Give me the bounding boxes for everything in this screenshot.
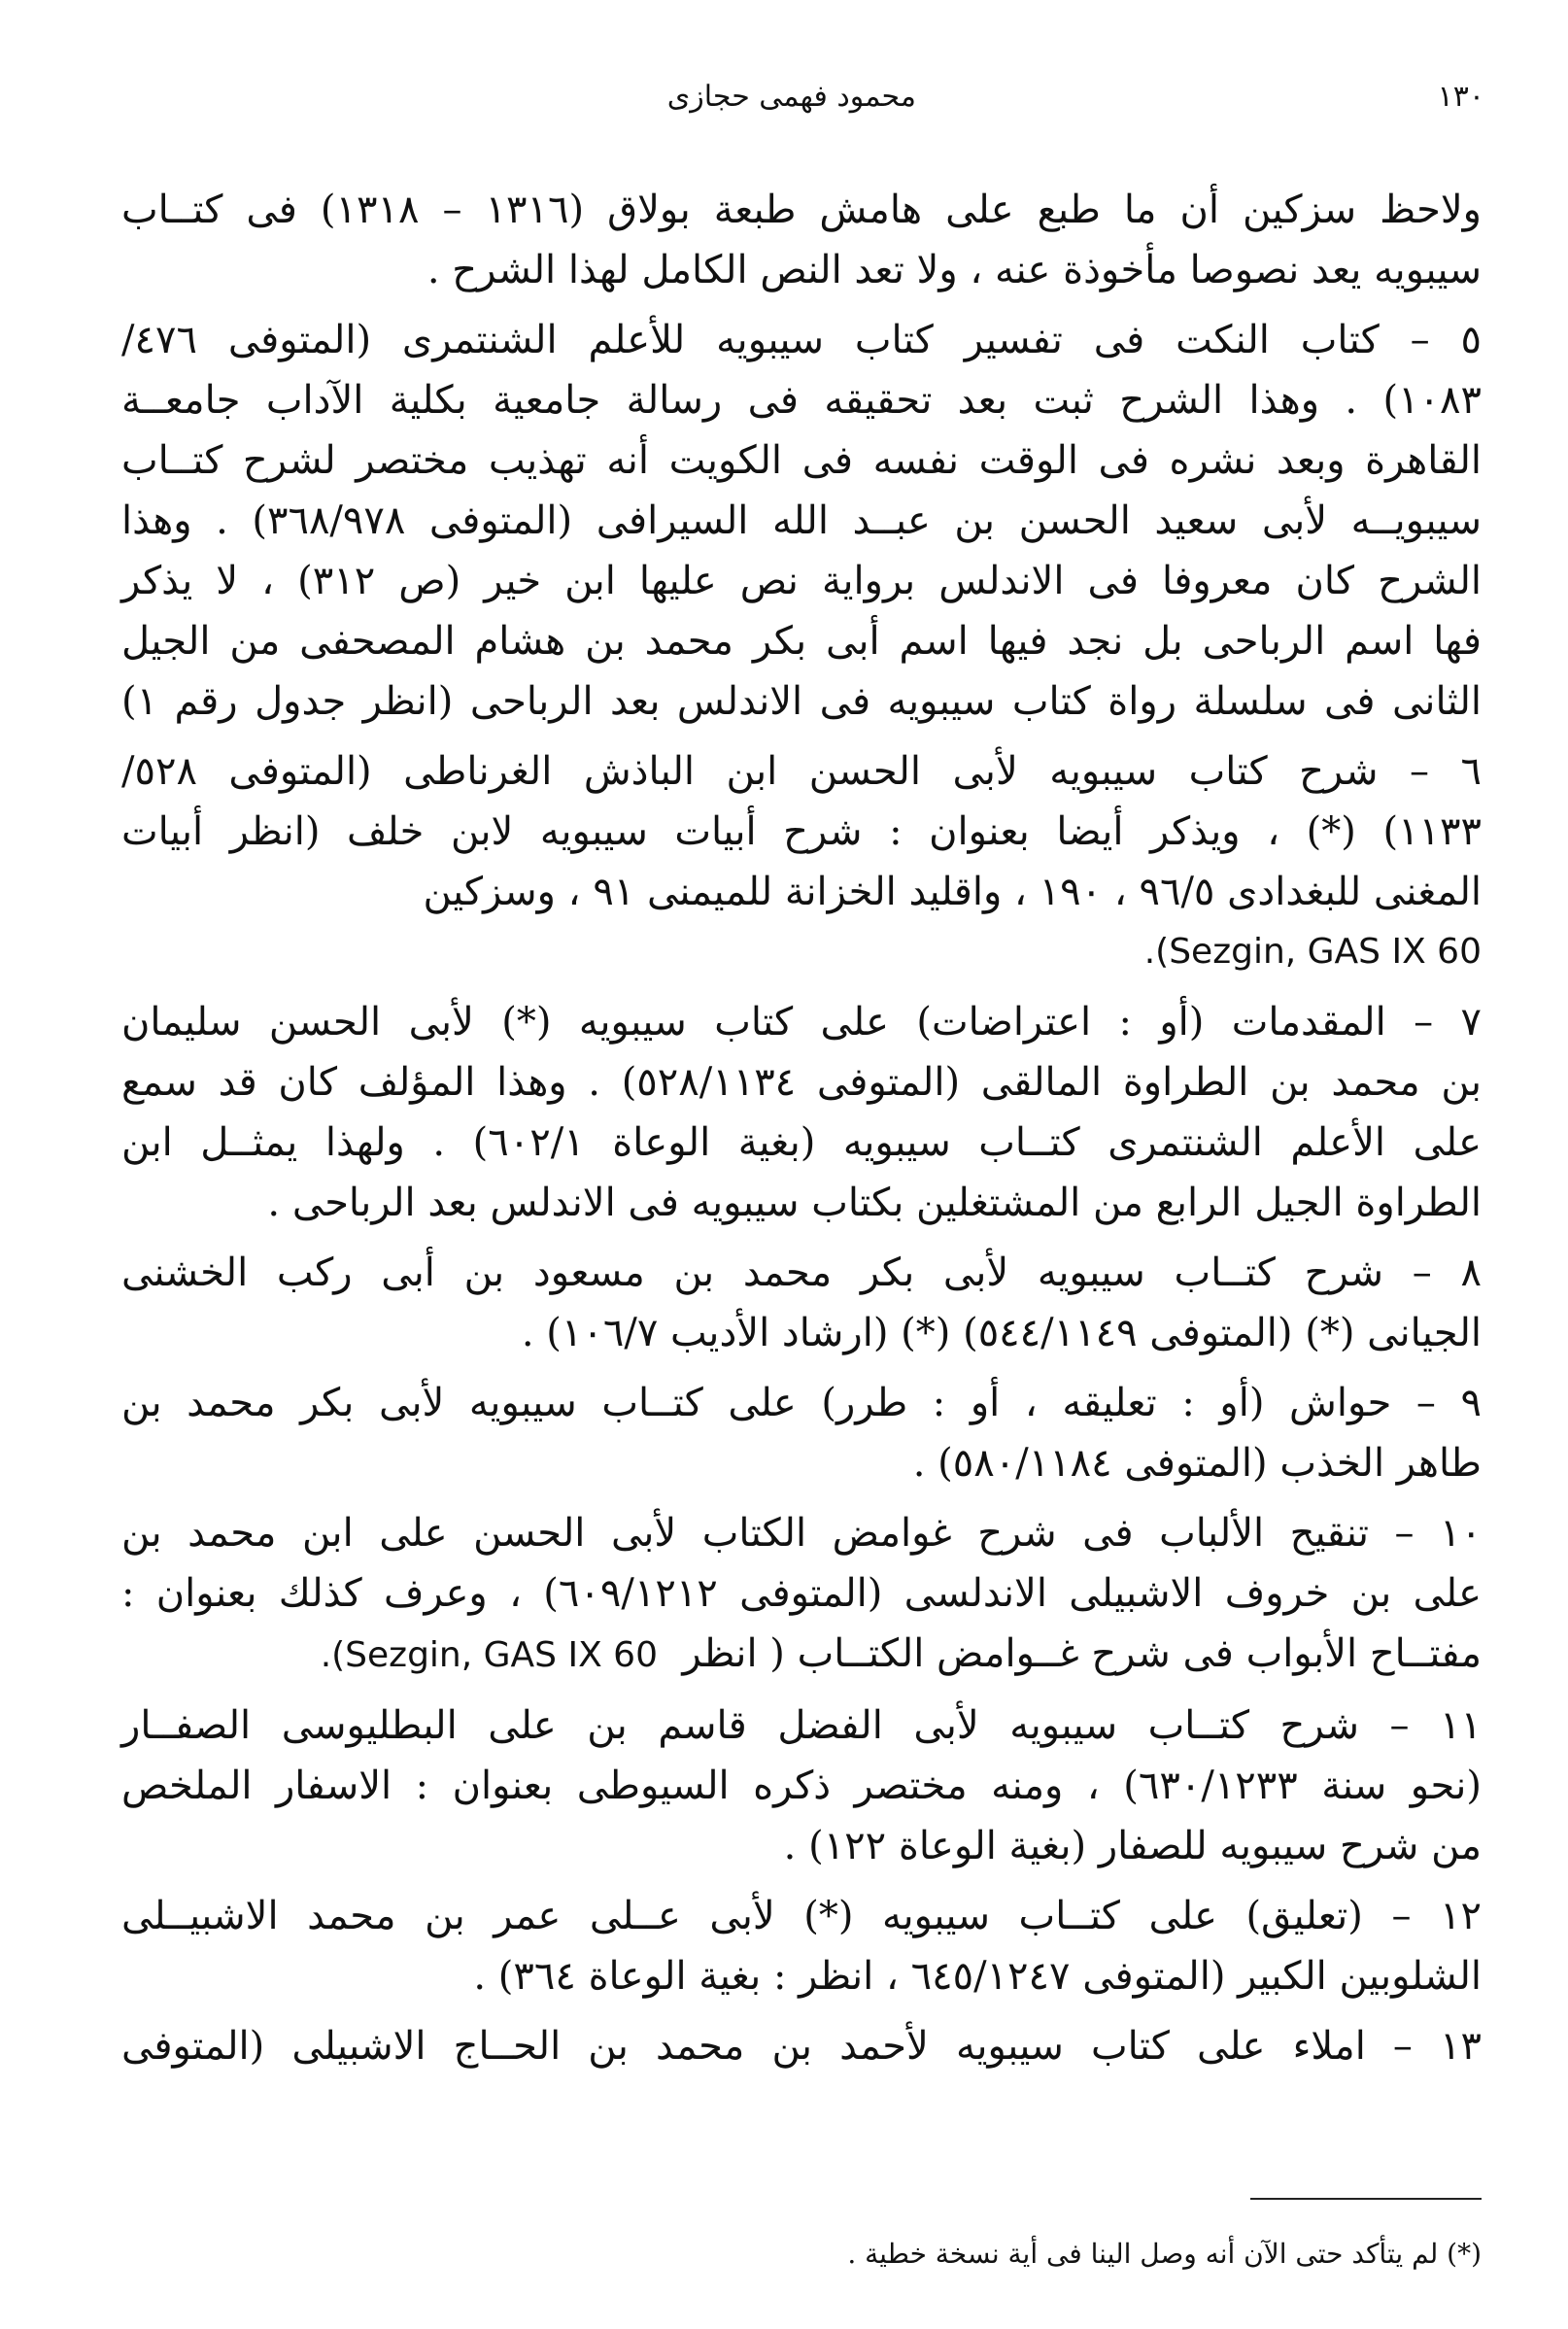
entry-12 (121, 1886, 1482, 2006)
entry-11 (121, 1695, 1482, 1876)
running-head: محمود فهمى حجازى (666, 80, 916, 114)
text-line: على الأعلم الشنتمرى كتــاب سيبويه (بغية الوعاة ٦٠٢/١) . ولهذا يمثــل ابن (121, 1120, 1483, 1165)
text-line: طاهر الخذب (المتوفى ٥٨٠/١١٨٤) . (912, 1441, 1482, 1486)
text-line: ١٢ – (تعليق) على كتــاب سيبويه (*) لأبى عــلى عمر بن محمد الاشبيــلى (121, 1894, 1482, 1938)
text-line: (نحو سنة ٦٣٠/١٢٣٣) ، ومنه مختصر ذكره السيوطى بعنوان : الاسفار الملخص (121, 1764, 1483, 1808)
latin-citation: .(Sezgin, GAS IX 60 (1143, 932, 1482, 972)
text-line: القاهرة وبعد نشره فى الوقت نفسه فى الكويت أنه تهذيب مختصر لشرح كتــاب (121, 438, 1482, 483)
entry-6 (121, 741, 1482, 982)
entry-5 (121, 310, 1482, 732)
text-line: ٨ – شرح كتــاب سيبويه لأبى بكر محمد بن مسعود بن أبى ركب الخشنى (121, 1250, 1482, 1295)
text-line: الطراوة الجيل الرابع من المشتغلين بكتاب سيبويه فى الاندلس بعد الرباحى . (267, 1181, 1482, 1225)
text-line: ٩ – حواش (أو : تعليقه ، أو : طرر) على كتــاب سيبويه لأبى بكر محمد بن (121, 1381, 1482, 1425)
text-line: سيبويــه لأبى سعيد الحسن بن عبــد الله السيرافى (المتوفى ٣٦٨/٩٧٨) . وهذا (121, 498, 1482, 543)
text-line: الشلوبين الكبير (المتوفى ٦٤٥/١٢٤٧ ، انظر : بغية الوعاة ٣٦٤) . (473, 1954, 1482, 1999)
text-line: ١٠٨٣) . وهذا الشرح ثبت بعد تحقيقه فى رسالة جامعية بكلية الآداب جامعــة (121, 378, 1482, 423)
text-line: ٦ – شرح كتاب سيبويه لأبى الحسن ابن الباذش الغرناطى (المتوفى ٥٢٨/ (121, 749, 1482, 794)
text-line: ١٠ – تنقيح الألباب فى شرح غوامض الكتاب لأبى الحسن على ابن محمد بن (121, 1511, 1482, 1556)
text-line: ١١ – شرح كتــاب سيبويه لأبى الفضل قاسم بن على البطليوسى الصفــار (121, 1703, 1482, 1748)
footnote-divider (1250, 2198, 1482, 2200)
text-line: ٥ – كتاب النكت فى تفسير كتاب سيبويه للأعلم الشنتمرى (المتوفى ٤٧٦/ (121, 318, 1482, 362)
entry-9 (121, 1373, 1482, 1493)
page-header (124, 80, 1484, 138)
paragraph-intro (121, 180, 1482, 300)
text-line: الجيانى (*) (المتوفى ٥٤٤/١١٤٩) (*) (ارشاد الأديب ١٠٦/٧) . (521, 1311, 1482, 1355)
entry-13 (121, 2016, 1482, 2076)
text-line: ١٣ – املاء على كتاب سيبويه لأحمد بن محمد بن الحــاج الاشبيلى (المتوفى (121, 2024, 1482, 2069)
text-line: ٧ – المقدمات (أو : اعتراضات) على كتاب سيبويه (*) لأبى الحسن سليمان (121, 1000, 1482, 1045)
text-line: فها اسم الرباحى بل نجد فيها اسم أبى بكر محمد بن هشام المصحفى من الجيل (121, 619, 1482, 664)
text-line: من شرح سيبويه للصفار (بغية الوعاة ١٢٢) . (783, 1824, 1482, 1868)
entry-10 (121, 1503, 1482, 1686)
footnote: (*) لم يتأكد حتى الآن أنه وصل الينا فى أية نسخة خطية . (847, 2238, 1482, 2270)
text-line: ولاحظ سزكين أن ما طبع على هامش طبعة بولاق (١٣١٦ – ١٣١٨) فى كتــاب (121, 188, 1482, 232)
text-line: ١١٣٣) (*) ، ويذكر أيضا بعنوان : شرح أبيات سيبويه لابن خلف (انظر أبيات (121, 809, 1482, 854)
text-line: على بن خروف الاشبيلى الاندلسى (المتوفى ٦٠٩/١٢١٢) ، وعرف كذلك بعنوان : (121, 1571, 1482, 1616)
text-line: المغنى للبغدادى ٩٦/٥ ، ١٩٠ ، واقليد الخزانة للميمنى ٩١ ، وسزكين (423, 870, 1482, 914)
entry-8 (121, 1243, 1482, 1363)
text-line: سيبويه يعد نصوصا مأخوذة عنه ، ولا تعد النص الكامل لهذا الشرح . (426, 248, 1482, 292)
text-line-with-citation (121, 1624, 1482, 1686)
page-number: ١٣٠ (1437, 80, 1484, 114)
text-line: بن محمد بن الطراوة المالقى (المتوفى ٥٢٨/١١٣٤) . وهذا المؤلف كان قد سمع (121, 1060, 1482, 1105)
entry-7 (121, 992, 1482, 1233)
text-line: الثانى فى سلسلة رواة كتاب سيبويه فى الاندلس بعد الرباحى (انظر جدول رقم ١) (121, 679, 1483, 724)
latin-citation: .(Sezgin, GAS IX 60 (320, 1635, 658, 1675)
text-line: الشرح كان معروفا فى الاندلس برواية نص عليها ابن خير (ص ٣١٢) ، لا يذكر (121, 559, 1483, 603)
text-segment: مفتــاح الأبواب فى شرح غــوامض الكتــاب ( انظر (682, 1631, 1482, 1676)
body-text (121, 180, 1482, 2086)
